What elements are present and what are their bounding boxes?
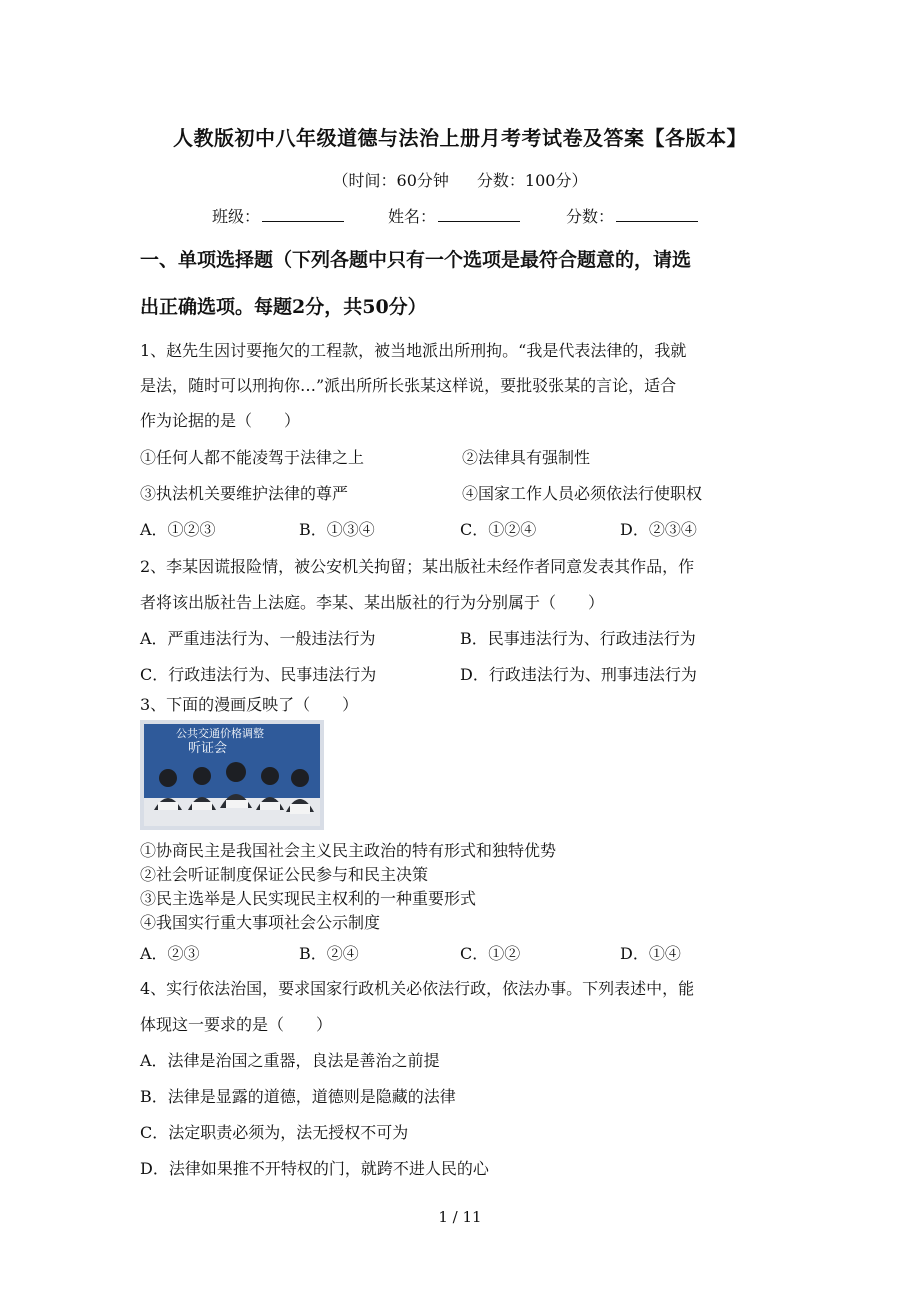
q3-item-1: ①协商民主是我国社会主义民主政治的特有形式和独特优势: [140, 841, 557, 860]
q3-item-2: ②社会听证制度保证公民参与和民主决策: [140, 865, 429, 884]
name-blank: [438, 207, 520, 222]
question-1-line-1: 1、赵先生因讨要拖欠的工程款，被当地派出所刑拘。“我是代表法律的，我就: [140, 341, 687, 360]
q2-option-b: B．民事违法行为、行政违法行为: [460, 629, 696, 648]
q3-item-4: ④我国实行重大事项社会公示制度: [140, 913, 381, 932]
q4-option-d: D．法律如果推不开特权的门，就跨不进人民的心: [140, 1159, 489, 1178]
section-heading: 一、单项选择题（下列各题中只有一个选项是最符合题意的，请选: [140, 249, 692, 271]
q3-option-d: D．①④: [620, 944, 681, 963]
page-title: 人教版初中八年级道德与法治上册月考考试卷及答案【各版本】: [173, 126, 747, 150]
question-3: 3、下面的漫画反映了（ ）: [140, 695, 359, 714]
score-label: 分数：: [566, 207, 615, 226]
name-label: 姓名：: [388, 207, 437, 226]
q4-option-b: B．法律是显露的道德，道德则是隐藏的法律: [140, 1087, 456, 1106]
q4-option-c: C．法定职责必须为，法无授权不可为: [140, 1123, 409, 1142]
class-field: [212, 204, 344, 227]
exam-total-score: 分数：100分）: [476, 171, 588, 190]
q1-option-c: C．①②④: [460, 520, 537, 539]
q3-option-a: A．②③: [140, 944, 200, 963]
q1-option-a: A．①②③: [140, 520, 216, 539]
name-field: [388, 204, 520, 227]
score-field: [566, 204, 698, 227]
image-banner-2: 听证会: [188, 741, 228, 756]
q1-option-b: B．①③④: [299, 520, 375, 539]
class-label: 班级：: [212, 207, 261, 226]
hearing-cartoon-image: [140, 720, 324, 830]
q3-item-3: ③民主选举是人民实现民主权利的一种重要形式: [140, 889, 477, 908]
exam-meta: [0, 168, 920, 191]
page-number: 1 / 11: [438, 1208, 482, 1226]
q2-option-c: C．行政违法行为、民事违法行为: [140, 665, 377, 684]
q1-item-4: ④国家工作人员必须依法行使职权: [462, 484, 703, 503]
question-2-line-2: 者将该出版社告上法庭。李某、某出版社的行为分别属于（ ）: [140, 593, 605, 612]
q1-item-2: ②法律具有强制性: [462, 448, 591, 467]
question-1-line-3: 作为论据的是（ ）: [140, 411, 301, 430]
q3-option-b: B．②④: [299, 944, 359, 963]
q1-item-3: ③执法机关要维护法律的尊严: [140, 484, 349, 503]
section-heading-cont: 出正确选项。每题2分，共50分）: [140, 296, 427, 318]
q4-option-a: A．法律是治国之重器，良法是善治之前提: [140, 1051, 440, 1070]
class-blank: [262, 207, 344, 222]
image-banner-1: 公共交通价格调整: [176, 727, 264, 740]
q3-option-c: C．①②: [460, 944, 521, 963]
question-1-line-2: 是法，随时可以刑拘你…”派出所所长张某这样说，要批驳张某的言论，适合: [140, 376, 677, 395]
question-2-line-1: 2、李某因谎报险情，被公安机关拘留；某出版社未经作者同意发表其作品，作: [140, 557, 695, 576]
question-4-line-2: 体现这一要求的是（ ）: [140, 1015, 333, 1034]
q1-option-d: D．②③④: [620, 520, 697, 539]
q1-item-1: ①任何人都不能凌驾于法律之上: [140, 448, 365, 467]
question-4-line-1: 4、实行依法治国，要求国家行政机关必依法行政，依法办事。下列表述中，能: [140, 979, 695, 998]
q2-option-a: A．严重违法行为、一般违法行为: [140, 629, 376, 648]
q2-option-d: D．行政违法行为、刑事违法行为: [460, 665, 697, 684]
score-blank: [616, 207, 698, 222]
exam-time: （时间：60分钟: [332, 171, 449, 190]
